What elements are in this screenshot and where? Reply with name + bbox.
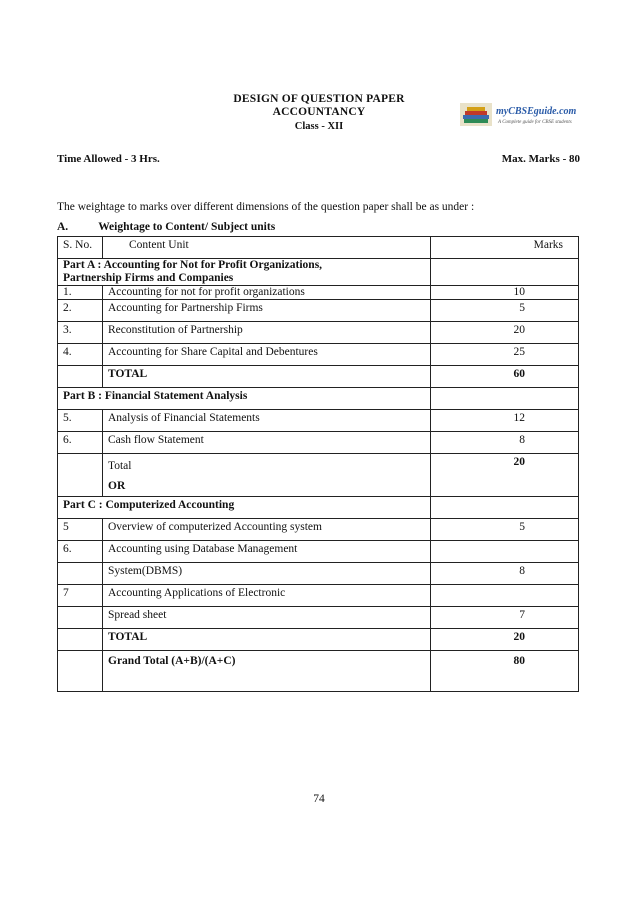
part-c-total-marks: 20 [431, 629, 579, 651]
row-unit: System(DBMS) [103, 563, 431, 585]
row-marks: 10 [431, 286, 579, 300]
time-allowed: Time Allowed - 3 Hrs. [57, 153, 160, 165]
intro-text: The weightage to marks over different dimensions of the question paper shall be as under : [57, 201, 475, 213]
row-sno: 1. [58, 286, 103, 300]
svg-text:myCBSEguide.com: myCBSEguide.com [496, 106, 577, 117]
part-b-total-marks: 20 [431, 454, 579, 497]
table-row [58, 344, 579, 366]
row-marks: 5 [431, 519, 579, 541]
row-unit: Accounting for Share Capital and Debentures [103, 344, 431, 366]
weightage-table [57, 236, 579, 692]
row-marks: 8 [431, 563, 579, 585]
row-marks [431, 541, 579, 563]
table-row [58, 519, 579, 541]
table-row [58, 585, 579, 607]
row-unit: Reconstitution of Partnership [103, 322, 431, 344]
part-a-heading-row [58, 259, 579, 286]
row-sno: 4. [58, 344, 103, 366]
row-sno [58, 607, 103, 629]
row-marks: 12 [431, 410, 579, 432]
section-heading [57, 221, 275, 233]
row-unit: Accounting for not for profit organizations [103, 286, 431, 300]
svg-text:A Complete guide for CBSE stud: A Complete guide for CBSE students [498, 120, 572, 125]
row-sno: 2. [58, 300, 103, 322]
part-a-total-marks: 60 [431, 366, 579, 388]
part-c-heading: Part C : Computerized Accounting [58, 497, 431, 519]
subject-title: ACCOUNTANCY [272, 106, 366, 118]
row-marks: 25 [431, 344, 579, 366]
row-sno: 6. [58, 432, 103, 454]
row-unit: Accounting for Partnership Firms [103, 300, 431, 322]
table-row [58, 607, 579, 629]
row-marks [431, 585, 579, 607]
class-title: Class - XII [294, 121, 344, 132]
doc-title: DESIGN OF QUESTION PAPER [233, 93, 405, 105]
row-unit: Spread sheet [103, 607, 431, 629]
section-letter: A. [57, 221, 69, 233]
header-marks: Marks [431, 237, 579, 259]
row-marks: 7 [431, 607, 579, 629]
part-a-total-row [58, 366, 579, 388]
mycbseguide-logo [460, 101, 589, 128]
page-number: 74 [313, 793, 325, 805]
section-title: Weightage to Content/ Subject units [98, 221, 276, 233]
table-row [58, 432, 579, 454]
row-unit: Accounting Applications of Electronic [103, 585, 431, 607]
row-unit: Overview of computerized Accounting system [103, 519, 431, 541]
table-row [58, 322, 579, 344]
table-row [58, 563, 579, 585]
row-sno [58, 563, 103, 585]
table-row [58, 541, 579, 563]
grand-total-marks: 80 [431, 651, 579, 692]
part-c-total-label: TOTAL [103, 629, 431, 651]
grand-total-label: Grand Total (A+B)/(A+C) [103, 651, 431, 692]
row-sno: 6. [58, 541, 103, 563]
part-a-heading: Part A : Accounting for Not for Profit Organizations, Partnership Firms and Companies [58, 259, 431, 286]
header-sno: S. No. [58, 237, 103, 259]
part-b-heading-row [58, 388, 579, 410]
part-c-heading-row [58, 497, 579, 519]
row-unit: Accounting using Database Management [103, 541, 431, 563]
row-sno: 5. [58, 410, 103, 432]
row-sno: 3. [58, 322, 103, 344]
part-a-total-label: TOTAL [103, 366, 431, 388]
part-b-heading: Part B : Financial Statement Analysis [58, 388, 431, 410]
row-marks: 20 [431, 322, 579, 344]
table-row [58, 410, 579, 432]
part-b-total-cell [103, 454, 431, 497]
or-label: OR [108, 480, 126, 492]
part-c-total-row [58, 629, 579, 651]
grand-total-row [58, 651, 579, 692]
row-sno: 7 [58, 585, 103, 607]
row-marks: 5 [431, 300, 579, 322]
table-row [58, 300, 579, 322]
row-sno: 5 [58, 519, 103, 541]
row-marks: 8 [431, 432, 579, 454]
max-marks: Max. Marks - 80 [501, 153, 580, 165]
part-b-total-label: Total [108, 460, 132, 472]
table-header-row [58, 237, 579, 259]
part-a-heading-marks [431, 259, 579, 286]
header-unit: Content Unit [103, 237, 431, 259]
row-unit: Analysis of Financial Statements [103, 410, 431, 432]
table-row [58, 286, 579, 300]
part-b-total-row [58, 454, 579, 497]
row-unit: Cash flow Statement [103, 432, 431, 454]
